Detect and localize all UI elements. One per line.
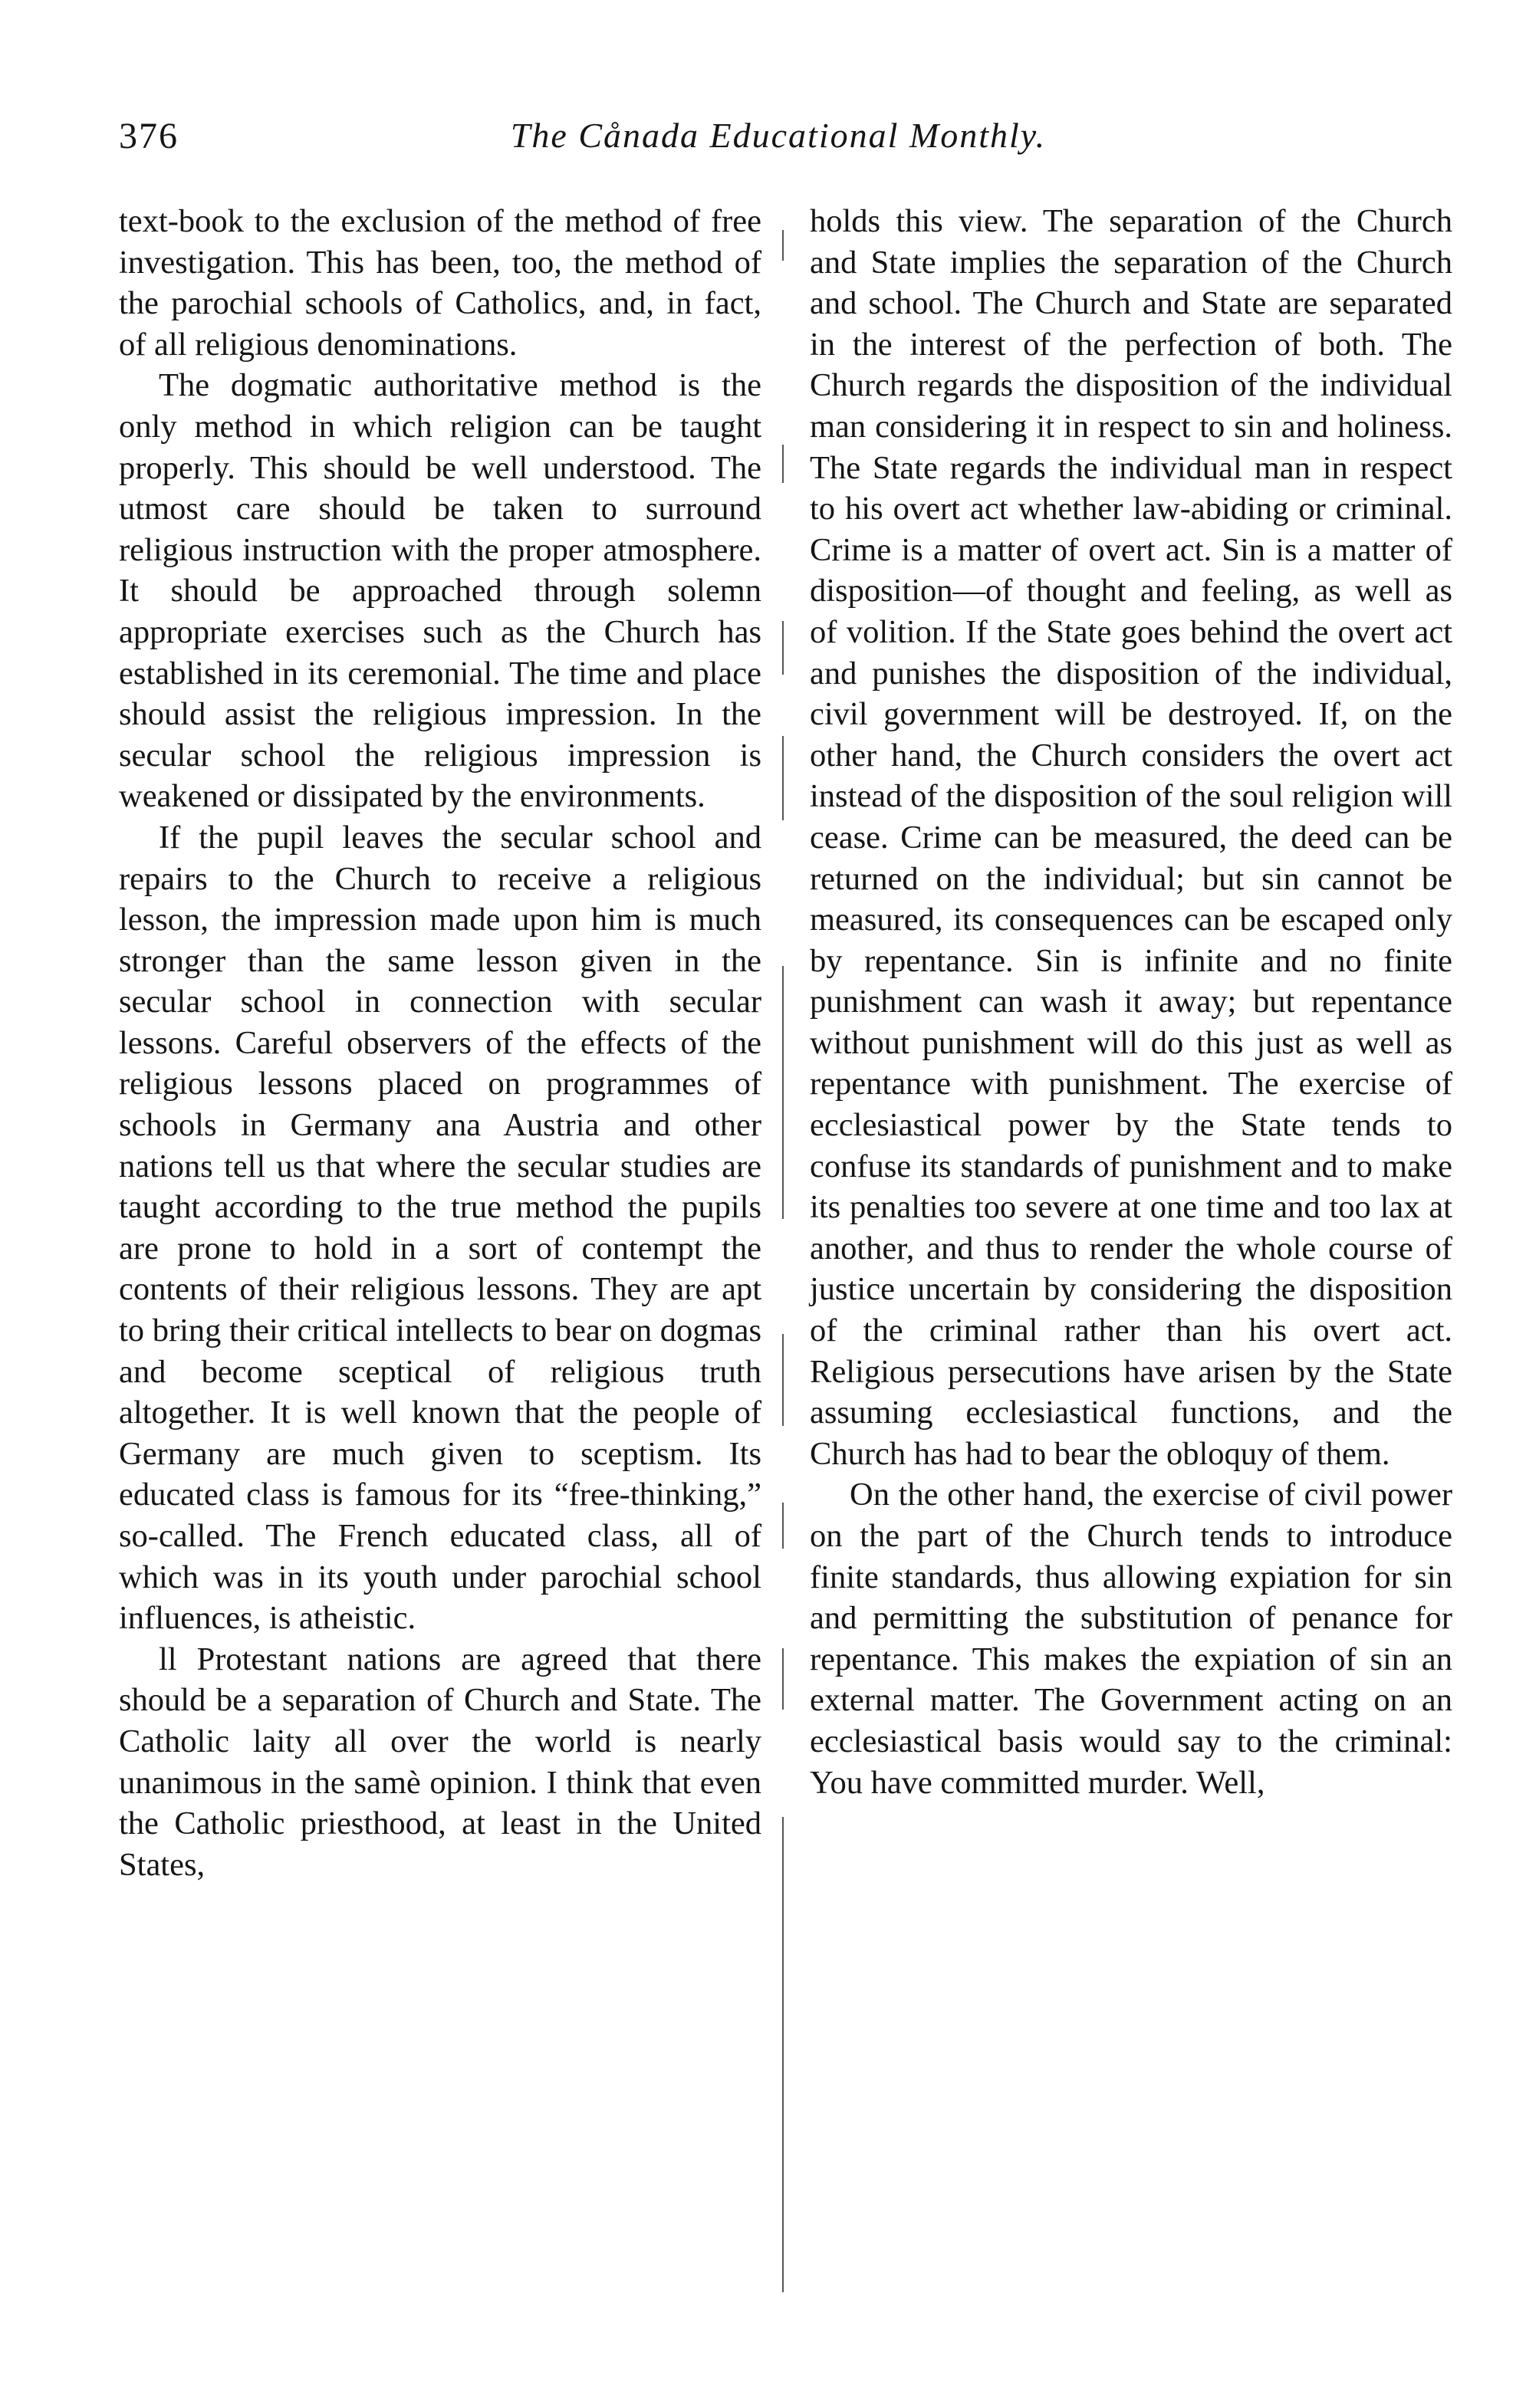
column-rule xyxy=(782,736,784,820)
column-rule xyxy=(782,621,784,675)
column-rule xyxy=(782,1334,784,1426)
paragraph: text-book to the exclusion of the method of free investigation. This has been, too, the method of the parochial schools of Catholics, and, in fact, of all religious denominations. xyxy=(119,203,761,363)
column-rule xyxy=(782,1503,784,1549)
page-header xyxy=(119,115,1438,169)
left-column xyxy=(119,201,761,1885)
paragraph: On the other hand, the exercise of civil power on the part of the Church tends to introduce finite standards, thus allowing expiation for sin and permitting the substitution of penance for repentance. This makes the expiation of sin an external matter. The Government acting on an ecclesiastical basis would say to the criminal: You have committed murder. Well, xyxy=(810,1477,1452,1801)
column-rule xyxy=(782,1648,784,1710)
column-rule xyxy=(782,445,784,483)
right-column xyxy=(810,201,1452,1803)
page-number: 376 xyxy=(119,116,179,156)
paragraph: If the pupil leaves the secular school and repairs to the Church to receive a religious lesson, the impression made upon him is much stronger than the same lesson given in the secular school in connection with secular lessons. Careful observers of the effects of the religious lessons placed on programmes of schools in Germany ana Austria and other nations tell us that where the secular studies are taught according to the true method the pupils are prone to hold in a sort of contempt the contents of their religious lessons. They are apt to bring their critical intellects to bear on dogmas and become sceptical of religious truth altogether. It is well known that the people of Germany are much given to sceptism. Its educated class is famous for its “free-thinking,” so-called. The French educated class, all of which was in its youth under parochial school influences, is atheistic. xyxy=(119,819,761,1637)
paragraph: The dogmatic authoritative method is the only method in which religion can be taught properly. This should be well understood. The utmost care should be taken to surround religious instruction with the proper atmosphere. It should be approached through solemn appropriate exercises such as the Church has established in its ceremonial. The time and place should assist the religious impression. In the secular school the religious impression is weakened or dissipated by the environments. xyxy=(119,367,761,815)
paragraph: ll Protestant nations are agreed that there should be a separation of Church and State. The Catholic laity all over the world is nearly unanimous in the samè opinion. I think that even the Catholic priesthood, at least in the United States, xyxy=(119,1641,761,1883)
running-title: The Cånada Educational Monthly. xyxy=(510,116,1047,155)
paragraph: holds this view. The separation of the Church and State implies the separation of the Church and school. The Church and State are separated in the interest of the perfection of both. The Church regards the disposition of the individual man considering it in respect to sin and holiness. The State regards the individual man in respect to his overt act whether law-abiding or criminal. Crime is a matter of overt act. Sin is a matter of disposition—of thought and feeling, as well as of volition. If the State goes behind the overt act and punishes the disposition of the individual, civil government will be destroyed. If, on the other hand, the Church considers the overt act instead of the disposition of the soul religion will cease. Crime can be measured, the deed can be returned on the individual; but sin cannot be measured, its consequences can be escaped only by repentance. Sin is infinite and no finite punishment can wash it away; but repentance without punishment will do this just as well as repentance with punishment. The exercise of ecclesiastical power by the State tends to confuse its standards of punishment and to make its penalties too severe at one time and too lax at another, and thus to render the whole course of justice uncertain by considering the disposition of the criminal rather than his overt act. Religious persecutions have arisen by the State assuming ecclesiastical functions, and the Church has had to bear the obloquy of them. xyxy=(810,203,1452,1472)
column-rule xyxy=(782,1817,784,2292)
column-rule xyxy=(782,966,784,1219)
column-rule xyxy=(782,230,784,261)
